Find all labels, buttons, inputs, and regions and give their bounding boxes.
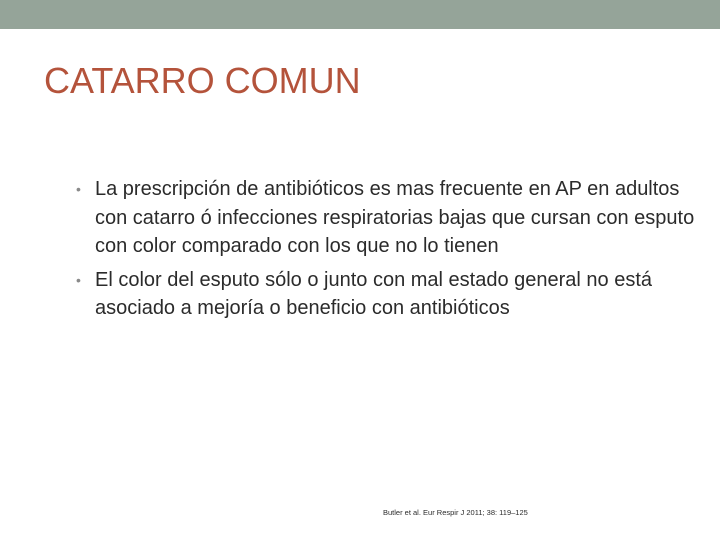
bullet-text: La prescripción de antibióticos es mas frecuente en AP en adultos con catarro ó infecciones respiratorias bajas que cursan con esputo con color comparado con los que no lo tienen (95, 178, 695, 257)
slide-title: CATARRO COMUN (44, 60, 361, 101)
bullet-marker-icon: • (76, 271, 81, 288)
citation-reference: Butler et al. Eur Respir J 2011; 38: 119–125 (383, 508, 528, 517)
bullet-marker-icon: • (76, 181, 81, 197)
bullet-item (76, 266, 696, 323)
top-accent-bar (0, 0, 720, 29)
bullet-list (76, 175, 696, 328)
bullet-text: El color del esputo sólo o junto con mal estado general no está asociado a mejoría o beneficio con antibióticos (95, 268, 653, 319)
bullet-item (76, 175, 696, 261)
